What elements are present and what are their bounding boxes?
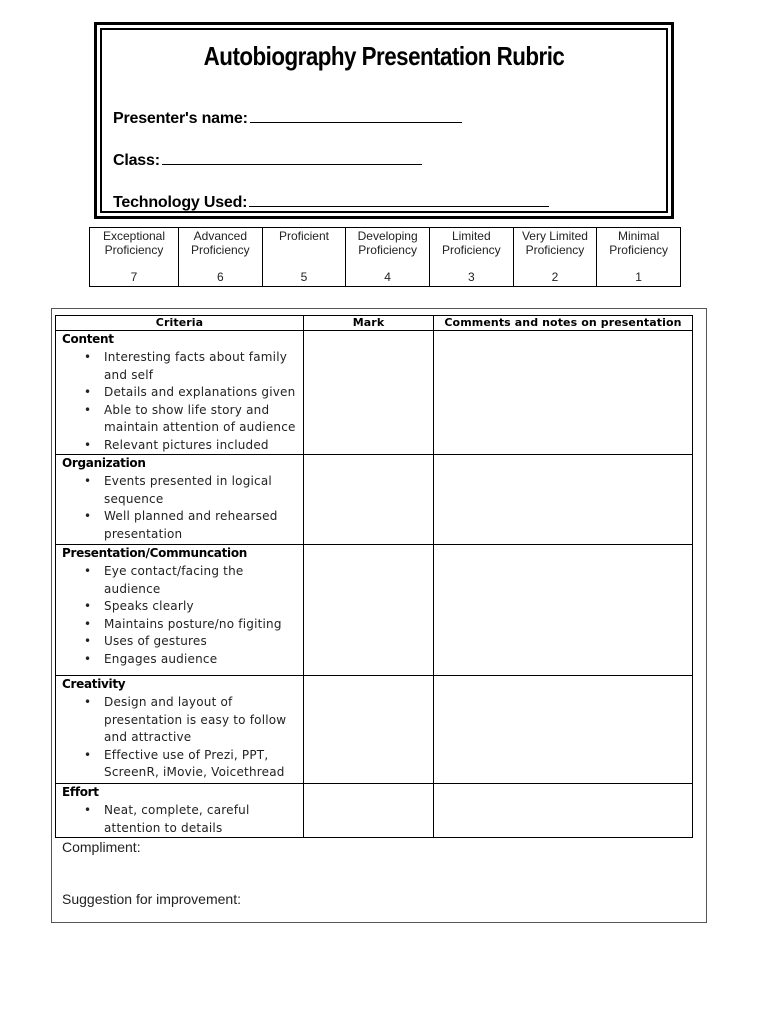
table-row [56, 545, 693, 676]
column-header-comments: Comments and notes on presentation [434, 316, 693, 331]
technology-used-label: Technology Used: [113, 194, 248, 211]
list-item: • Interesting facts about family and self [84, 350, 288, 382]
scale-value: 5 [300, 270, 308, 284]
criteria-list [62, 473, 299, 543]
technology-used-line[interactable] [249, 192, 549, 207]
table-row [56, 455, 693, 545]
rubric-table [55, 315, 693, 838]
list-item: • Engages audience [84, 651, 218, 666]
table-row [56, 331, 693, 455]
criteria-title: Creativity [62, 677, 126, 691]
criteria-item-text: Eye contact/facing the audience [104, 564, 244, 596]
scale-label: Limited Proficiency [441, 229, 501, 257]
mark-cell[interactable] [304, 331, 434, 455]
mark-cell[interactable] [304, 784, 434, 838]
list-item: • Maintains posture/no figiting [84, 616, 282, 631]
criteria-title: Presentation/Communcation [62, 546, 248, 560]
table-row [56, 676, 693, 784]
class-field[interactable] [113, 150, 422, 170]
criteria-list [62, 694, 299, 782]
criteria-title: Content [62, 332, 114, 346]
criteria-list [62, 563, 299, 668]
criteria-cell [56, 545, 304, 676]
criteria-item-text: Effective use of Prezi, PPT, ScreenR, iMovie, Voicethread [104, 747, 285, 779]
list-item: • Eye contact/facing the audience [84, 564, 244, 596]
mark-cell[interactable] [304, 455, 434, 545]
comments-cell[interactable] [434, 545, 693, 676]
criteria-cell [56, 331, 304, 455]
rubric-header-row [56, 316, 693, 331]
criteria-item-text: Events presented in logical sequence [104, 474, 272, 506]
scale-value: 1 [635, 270, 642, 284]
criteria-cell [56, 784, 304, 838]
criteria-title: Effort [62, 785, 99, 799]
comments-cell[interactable] [434, 676, 693, 784]
column-header-mark: Mark [304, 316, 434, 331]
scale-cell [346, 228, 430, 287]
scale-label: Exceptional Proficiency [102, 229, 166, 257]
class-label: Class: [113, 152, 160, 169]
criteria-title: Organization [62, 456, 146, 470]
compliment-label: Compliment: [62, 839, 141, 855]
table-row [56, 784, 693, 838]
list-item: • Relevant pictures included [84, 437, 269, 452]
scale-label: Very Limited Proficiency [521, 229, 588, 257]
criteria-item-text: Engages audience [104, 651, 218, 666]
scale-cell [597, 228, 681, 287]
criteria-item-text: Neat, complete, careful attention to details [104, 803, 250, 835]
criteria-cell [56, 455, 304, 545]
criteria-item-text: Able to show life story and maintain attention of audience [104, 402, 296, 434]
presenter-name-line[interactable] [250, 108, 462, 123]
page-title: Autobiography Presentation Rubric [203, 41, 565, 71]
mark-cell[interactable] [304, 545, 434, 676]
rubric-section [51, 308, 707, 923]
scale-value: 2 [551, 270, 559, 284]
scale-cell [429, 228, 513, 287]
comments-cell[interactable] [434, 784, 693, 838]
scale-cell [262, 228, 346, 287]
list-item: • Able to show life story and maintain attention of audience [84, 402, 296, 434]
criteria-item-text: Well planned and rehearsed presentation [104, 509, 278, 541]
presenter-name-label: Presenter's name: [113, 110, 248, 127]
header-box [94, 22, 674, 219]
column-header-criteria: Criteria [56, 316, 304, 331]
suggestion-label: Suggestion for improvement: [62, 891, 241, 907]
scale-value: 6 [216, 270, 224, 284]
scale-value: 7 [130, 270, 138, 284]
list-item: • Well planned and rehearsed presentation [84, 509, 278, 541]
criteria-item-text: Speaks clearly [104, 599, 194, 613]
list-item: • Speaks clearly [84, 599, 194, 613]
scale-value: 3 [467, 270, 475, 284]
scale-value: 4 [384, 270, 391, 284]
scale-label: Advanced Proficiency [190, 229, 250, 257]
criteria-list [62, 802, 299, 837]
list-item: • Neat, complete, careful attention to details [84, 803, 250, 835]
criteria-item-text: Details and explanations given [104, 385, 296, 399]
scale-cell [513, 228, 597, 287]
list-item: • Uses of gestures [84, 634, 207, 648]
scale-label: Proficient [278, 229, 329, 243]
proficiency-scale-table [89, 227, 681, 287]
scale-cell [90, 228, 179, 287]
presenter-name-field[interactable] [113, 108, 462, 128]
criteria-item-text: Design and layout of presentation is easy to follow and attractive [104, 695, 287, 744]
scale-label: Developing Proficiency [357, 229, 418, 257]
scale-cell [179, 228, 263, 287]
mark-cell[interactable] [304, 676, 434, 784]
criteria-list [62, 349, 299, 454]
criteria-item-text: Relevant pictures included [104, 437, 269, 452]
list-item: • Details and explanations given [84, 385, 296, 399]
header-inner-frame [100, 28, 668, 213]
list-item: • Events presented in logical sequence [84, 474, 272, 506]
class-line[interactable] [162, 150, 422, 165]
list-item: • Effective use of Prezi, PPT, ScreenR, iMovie, Voicethread [84, 747, 285, 779]
list-item: • Design and layout of presentation is easy to follow and attractive [84, 695, 287, 744]
criteria-item-text: Maintains posture/no figiting [104, 616, 282, 631]
criteria-item-text: Interesting facts about family and self [104, 350, 288, 382]
comments-cell[interactable] [434, 455, 693, 545]
scale-label: Minimal Proficiency [609, 229, 668, 257]
comments-cell[interactable] [434, 331, 693, 455]
technology-used-field[interactable] [113, 192, 549, 212]
criteria-item-text: Uses of gestures [104, 634, 207, 648]
criteria-cell [56, 676, 304, 784]
